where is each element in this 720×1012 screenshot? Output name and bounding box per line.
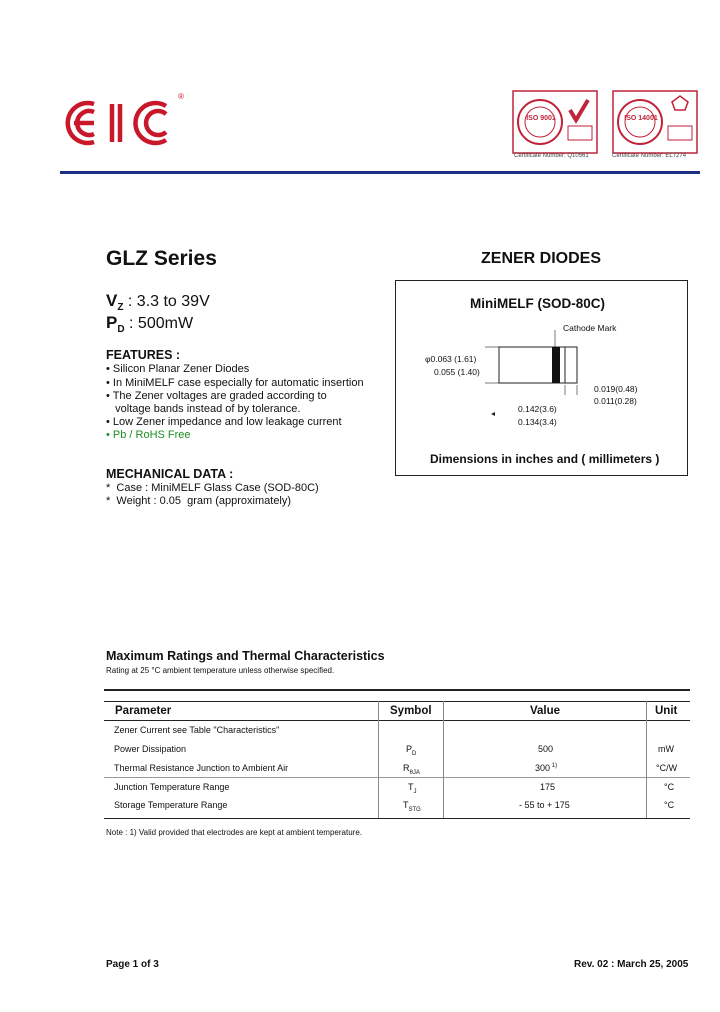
value-sup: 1) (550, 763, 558, 769)
len-min: 0.134(3.4) (518, 417, 557, 427)
symbol-main: T (403, 800, 409, 810)
band-max: 0.019(0.48) (594, 384, 638, 394)
table-col-divider (646, 701, 647, 818)
registered-mark: ® (178, 92, 184, 101)
len-max: 0.142(3.6) (518, 404, 557, 414)
row-param: Power Dissipation (114, 744, 187, 754)
iso9001-label: ISO 9001 (526, 115, 556, 122)
pd-sub: D (117, 324, 125, 336)
dia-min: 0.055 (1.40) (434, 367, 480, 377)
col-value: Value (530, 705, 561, 717)
symbol-sub: STG (408, 806, 421, 813)
table-footnote: Note : 1) Valid provided that electrodes are kept at ambient temperature. (106, 828, 362, 837)
row-unit: °C (664, 782, 675, 792)
value-main: 300 (535, 763, 551, 773)
category-title: ZENER DIODES (481, 250, 602, 267)
table-col-divider (443, 701, 444, 818)
vz-symbol: V (106, 291, 118, 310)
symbol-main: R (403, 763, 410, 773)
symbol-sub: θJA (409, 769, 420, 776)
row-value (535, 763, 557, 773)
mechanical-item: * Case : MiniMELF Glass Case (SOD-80C) (106, 482, 319, 494)
row-value: 175 (540, 782, 556, 792)
table-bottom-rule (104, 818, 690, 819)
vz-sub: Z (117, 302, 124, 314)
pd-spec (106, 313, 193, 335)
series-title: GLZ Series (106, 247, 217, 270)
symbol-sub: J (413, 788, 417, 795)
ratings-title: Maximum Ratings and Thermal Characteristics (106, 649, 385, 663)
symbol-sub: D (412, 750, 417, 757)
vz-spec (106, 291, 210, 313)
symbol-main: P (406, 744, 413, 754)
table-row-rule (104, 777, 690, 778)
header-divider (60, 171, 700, 174)
table-col-divider (378, 701, 379, 818)
row-param: Junction Temperature Range (114, 782, 230, 792)
feature-item: • Silicon Planar Zener Diodes (106, 363, 250, 375)
col-unit: Unit (655, 705, 678, 717)
revision: Rev. 02 : March 25, 2005 (574, 959, 689, 970)
row-symbol (408, 782, 417, 795)
table-top-rule (104, 689, 690, 691)
row-symbol (403, 800, 421, 813)
row-unit: °C (664, 800, 675, 810)
row-value: 500 (538, 744, 554, 754)
mechanical-item: * Weight : 0.05 gram (approximately) (106, 495, 292, 507)
cert-caption-2: Certificate Number: EL7274 (612, 153, 687, 159)
page-number: Page 1 of 3 (106, 959, 159, 970)
row-symbol (403, 763, 420, 776)
cathode-label: Cathode Mark (563, 323, 617, 333)
iso14001-label: ISO 14001 (624, 115, 658, 122)
package-title: MiniMELF (SOD-80C) (470, 296, 605, 311)
row-value: - 55 to + 175 (519, 800, 570, 810)
table-header-top-rule (104, 701, 690, 702)
symbol-main: T (408, 782, 414, 792)
table-header-bottom-rule (104, 720, 690, 721)
cert-caption-1: Certificate Number: Q10561 (514, 153, 589, 159)
feature-item: • In MiniMELF case especially for automatic insertion (106, 377, 364, 389)
pd-symbol: P (106, 313, 118, 332)
iso14001-badge (612, 90, 698, 154)
vz-value: : 3.3 to 39V (123, 293, 210, 310)
feature-item: voltage bands instead of by tolerance. (106, 403, 301, 415)
eic-logo (60, 92, 190, 154)
row-symbol (406, 744, 416, 757)
pd-value: : 500mW (124, 315, 194, 332)
row-param: Thermal Resistance Junction to Ambient Air (114, 763, 289, 773)
features-heading: FEATURES : (106, 348, 181, 362)
col-parameter: Parameter (115, 705, 172, 717)
col-symbol: Symbol (390, 705, 432, 717)
ratings-note: Rating at 25 °C ambient temperature unless otherwise specified. (106, 666, 335, 675)
iso9001-badge (512, 90, 598, 154)
dia-max: φ0.063 (1.61) (425, 354, 477, 364)
rohs-item: • Pb / RoHS Free (106, 429, 191, 441)
feature-item: • The Zener voltages are graded according to (106, 390, 327, 402)
feature-item: • Low Zener impedance and low leakage current (106, 416, 342, 428)
row-param: Zener Current see Table "Characteristics" (114, 725, 280, 735)
band-min: 0.011(0.28) (594, 396, 637, 406)
row-param: Storage Temperature Range (114, 800, 228, 810)
row-unit: mW (658, 744, 674, 754)
mechanical-heading: MECHANICAL DATA : (106, 467, 234, 481)
dimensions-caption: Dimensions in inches and ( millimeters ) (430, 452, 660, 466)
row-unit: °C/W (656, 763, 678, 773)
